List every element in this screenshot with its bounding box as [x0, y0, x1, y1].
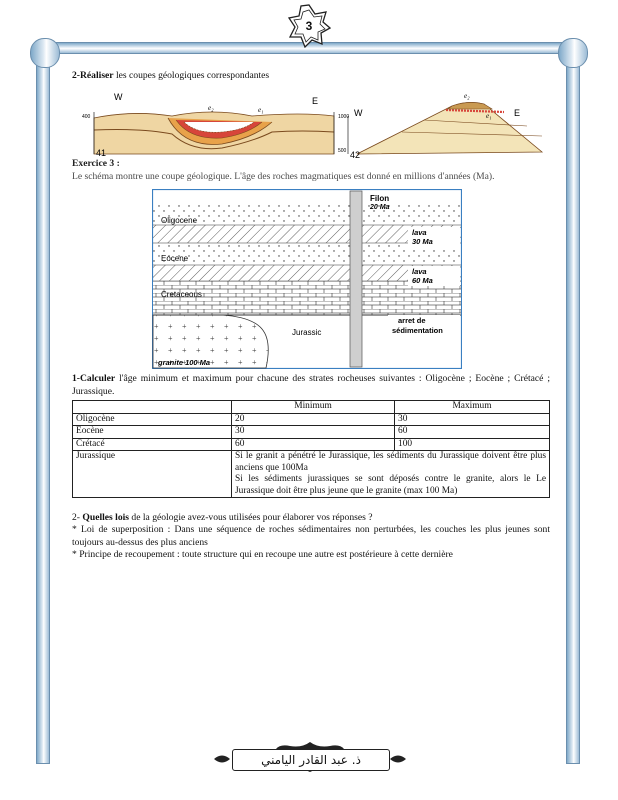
jurassic-line-1: Si le granit a pénétré le Jurassique, les sédiments du Jurassique doivent être plus anciens que 100Ma [235, 451, 546, 473]
s41-west-label: W [114, 92, 123, 103]
row-name: Eocène [73, 426, 232, 439]
label-jurassic: Jurassic [292, 328, 322, 338]
label-lava-1-age: 30 Ma [412, 237, 433, 247]
law-superposition: * Loi de superposition : Dans une séquence de roches sédimentaires non perturbées, les couches les plus jeunes sont toujours au-dessus des plus anciens [72, 524, 550, 548]
page-number-badge [287, 4, 331, 48]
row-name: Oligocène [73, 413, 232, 426]
label-eocene: Eocene [161, 254, 189, 264]
row-min: 30 [232, 426, 395, 439]
footer-ornament [210, 740, 410, 774]
cross-section-41 [82, 92, 349, 158]
frame-left-bar [36, 62, 50, 764]
table-header: Minimum [232, 401, 395, 414]
label-lava-2: lava [412, 267, 427, 277]
table-row [73, 438, 550, 451]
s42-e2-label: e₂ [464, 92, 470, 101]
row-name: Jurassique [73, 451, 232, 498]
row-max: 30 [395, 413, 550, 426]
s41-e2-label: e₂ [208, 104, 214, 113]
page-content [72, 70, 550, 562]
table-row [73, 426, 550, 439]
label-sedimentation: sédimentation [392, 326, 443, 336]
label-lava-1: lava [412, 228, 427, 238]
s41-e1-label: e₁ [258, 106, 264, 115]
cross-sections-row [72, 82, 550, 158]
label-cretaceous: Cretaceous [161, 290, 202, 300]
table-row-jurassic [73, 451, 550, 498]
cross-section-42 [348, 92, 542, 158]
label-filon: Filon [370, 194, 390, 204]
jurassic-explanation [232, 451, 550, 498]
row-min: 60 [232, 438, 395, 451]
row-max: 60 [395, 426, 550, 439]
row-max: 100 [395, 438, 550, 451]
label-arret: arret de [398, 316, 426, 326]
frame-right-bar [566, 62, 580, 764]
exercise-3-title: Exercice 3 : [72, 158, 120, 170]
geology-diagram [152, 189, 462, 369]
geology-diagram-svg [152, 189, 462, 369]
label-oligocene: Oligocene [161, 216, 198, 226]
table-header-row [73, 401, 550, 414]
s42-e1-label: e₁ [486, 112, 492, 121]
s42-east-label: E [514, 108, 521, 119]
s41-east-label: E [312, 96, 319, 107]
label-filon-age: 20 Ma [370, 204, 390, 212]
layer-oligocene [153, 203, 461, 225]
question-2-realiser: 2-Réaliser les coupes géologiques correspondantes [72, 70, 270, 81]
s42-number: 42 [350, 150, 361, 159]
filon-dike [350, 191, 362, 367]
question-2-lois: 2- Quelles lois de la géologie avez-vous utilisées pour élaborer vos réponses ? [72, 512, 373, 524]
jurassic-line-2: Si les sédiments jurassiques se sont déposés contre le granite, alors le Le Jurassique doit être plus jeune que le granite (max 100 Ma) [235, 474, 546, 496]
frame-top-right-ornament [558, 38, 588, 68]
s41-number: 41 [96, 148, 107, 159]
label-lava-2-age: 60 Ma [412, 276, 433, 286]
cross-sections-figure [72, 82, 550, 158]
label-granite: granite 100 Ma [158, 358, 211, 368]
s41-altitude-right-bottom: 500 [338, 148, 347, 155]
question-1-calculer: 1-Calculer l'âge minimum et maximum pour chacune des strates rocheuses suivantes : Oligocène ; Eocène ; Crétacé ; Jurassique. [72, 373, 550, 397]
frame-top-left-ornament [30, 38, 60, 68]
s41-altitude-right-top: 1000 [338, 114, 350, 121]
s42-west-label: W [354, 108, 363, 119]
row-min: 20 [232, 413, 395, 426]
table-header: Maximum [395, 401, 550, 414]
answer-table [72, 400, 550, 498]
table-row [73, 413, 550, 426]
exercise-3-intro: Le schéma montre une coupe géologique. L'âge des roches magmatiques est donné en millions d'années (Ma). [72, 170, 495, 182]
row-name: Crétacé [73, 438, 232, 451]
page-number: 3 [305, 19, 313, 33]
s41-altitude-left: 400 [82, 114, 91, 121]
table-header [73, 401, 232, 414]
author-signature: ذ. عبد القادر اليامني [232, 749, 390, 771]
law-recoupement: * Principe de recoupement : toute structure qui en recoupe une autre est postérieure à cette dernière [72, 549, 453, 561]
